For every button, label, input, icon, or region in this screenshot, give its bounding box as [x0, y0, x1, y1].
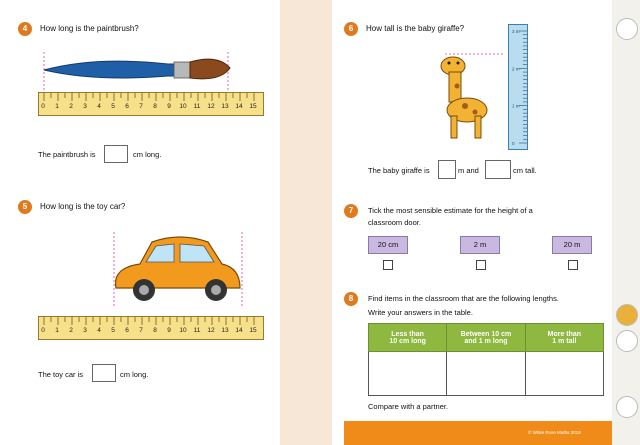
- owl-badge-icon[interactable]: [616, 304, 638, 326]
- ruler-q4-label: 15: [249, 103, 257, 110]
- vertical-metre-ruler: [508, 24, 528, 150]
- question-7-line-2: classroom door.: [368, 218, 421, 227]
- vertical-ruler-label: 0: [512, 141, 515, 146]
- ruler-q4-label: 14: [235, 103, 243, 110]
- ruler-q5-label: 14: [235, 327, 243, 334]
- ruler-q5-label: 8: [153, 327, 157, 334]
- ruler-q5-label: 5: [111, 327, 115, 334]
- tick-box-20-cm[interactable]: [383, 260, 393, 270]
- ruler-q4-label: 9: [167, 103, 171, 110]
- ruler-q4-label: 2: [69, 103, 73, 110]
- header-more-than-1m: [525, 324, 603, 352]
- ruler-q5-label: 15: [249, 327, 257, 334]
- ruler-q4-label: 4: [97, 103, 101, 110]
- toy-car-illustration: [100, 228, 250, 308]
- vertical-ruler-scale: [509, 25, 527, 149]
- option-20-cm: 20 cm: [368, 236, 408, 254]
- question-8-line-2: Write your answers in the table.: [368, 308, 473, 317]
- q6-answer-suffix: cm tall.: [513, 166, 537, 175]
- compare-instruction: Compare with a partner.: [368, 402, 449, 411]
- ruler-q4-label: 1: [55, 103, 59, 110]
- vertical-ruler-label: 1 m: [512, 103, 520, 109]
- ruler-q4-label: 12: [207, 103, 215, 110]
- q5-answer-suffix: cm long.: [120, 370, 149, 379]
- question-7-line-1: Tick the most sensible estimate for the height of a: [368, 206, 533, 215]
- question-5-text: How long is the toy car?: [40, 202, 126, 211]
- answer-cell-less-than-10cm[interactable]: [369, 352, 447, 396]
- page-gutter: [280, 0, 332, 445]
- q6-answer-prefix: The baby giraffe is: [368, 166, 430, 175]
- ruler-q4-label: 8: [153, 103, 157, 110]
- footer-copyright: © White Rose Maths 2019: [528, 430, 581, 435]
- q4-answer-prefix: The paintbrush is: [38, 150, 96, 159]
- option-2-m: 2 m: [460, 236, 500, 254]
- cloud-badge-icon[interactable]: [616, 18, 638, 40]
- ruler-q4-label: 13: [221, 103, 229, 110]
- header-1-line-1: Less than: [391, 330, 424, 338]
- vertical-ruler-label: 2 m: [512, 66, 520, 72]
- header-2-line-2: and 1 m long: [464, 337, 508, 345]
- q5-answer-prefix: The toy car is: [38, 370, 84, 379]
- logo-badge-icon[interactable]: [616, 330, 638, 352]
- ruler-q4-label: 10: [179, 103, 187, 110]
- ruler-q4-label: 5: [111, 103, 115, 110]
- question-6-text: How tall is the baby giraffe?: [366, 24, 465, 33]
- ruler-q5-label: 11: [193, 327, 201, 334]
- question-4-text: How long is the paintbrush?: [40, 24, 139, 33]
- ruler-q4-label: 7: [139, 103, 143, 110]
- question-8-number: 8: [344, 292, 358, 306]
- header-3-line-1: More than: [547, 330, 582, 338]
- q6-metres-box[interactable]: [438, 160, 456, 179]
- answer-cell-more-than-1m[interactable]: [525, 352, 603, 396]
- ruler-q5-label: 2: [69, 327, 73, 334]
- tick-box-2-m[interactable]: [476, 260, 486, 270]
- header-between-10cm-and-1m: [447, 324, 525, 352]
- ruler-q5-label: 10: [179, 327, 187, 334]
- vertical-ruler-label: 3 m: [512, 29, 520, 34]
- ruler-q5-label: 1: [55, 327, 59, 334]
- ruler-q5-label: 12: [207, 327, 215, 334]
- q4-answer-suffix: cm long.: [133, 150, 162, 159]
- question-8-line-1: Find items in the classroom that are the following lengths.: [368, 294, 559, 303]
- ruler-q4-label: 11: [193, 103, 201, 110]
- q6-centimetres-box[interactable]: [485, 160, 511, 179]
- header-2-line-1: Between 10 cm: [460, 330, 512, 338]
- ruler-q5-label: 7: [139, 327, 143, 334]
- option-20-m: 20 m: [552, 236, 592, 254]
- ruler-q4-label: 6: [125, 103, 129, 110]
- ruler-q5-label: 0: [41, 327, 45, 334]
- ruler-q5-label: 4: [97, 327, 101, 334]
- side-tools-strip: [612, 0, 640, 445]
- header-1-line-2: 10 cm long: [389, 337, 426, 345]
- header-3-line-2: 1 m tall: [552, 337, 577, 345]
- ruler-q5-label: 13: [221, 327, 229, 334]
- tick-box-20-m[interactable]: [568, 260, 578, 270]
- ruler-q4-label: 0: [41, 103, 45, 110]
- question-7-number: 7: [344, 204, 358, 218]
- cloud-badge-2-icon[interactable]: [616, 396, 638, 418]
- header-less-than-10cm: [369, 324, 447, 352]
- q6-answer-mid: m and: [458, 166, 479, 175]
- ruler-q5-label: 6: [125, 327, 129, 334]
- q5-answer-box[interactable]: [92, 364, 116, 382]
- giraffe-illustration: [425, 48, 505, 148]
- q4-answer-box[interactable]: [104, 145, 128, 163]
- ruler-q5-label: 9: [167, 327, 171, 334]
- question-6-number: 6: [344, 22, 358, 36]
- ruler-q4-label: 3: [83, 103, 87, 110]
- lengths-table: [368, 323, 604, 396]
- answer-cell-between[interactable]: [447, 352, 525, 396]
- ruler-q5-label: 3: [83, 327, 87, 334]
- question-5-number: 5: [18, 200, 32, 214]
- question-4-number: 4: [18, 22, 32, 36]
